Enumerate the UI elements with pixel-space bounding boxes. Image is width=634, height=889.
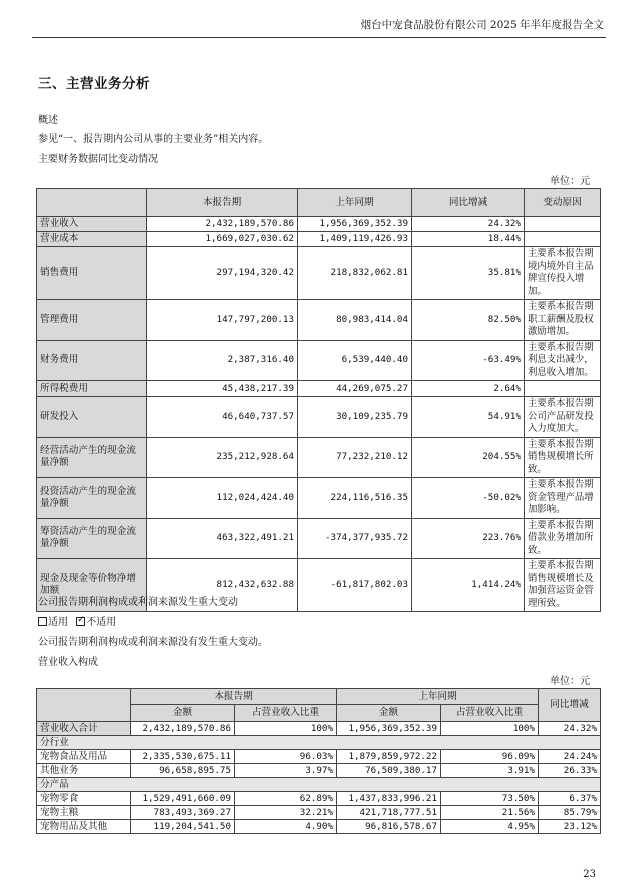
row-prior-value: 218,832,062.81 — [298, 247, 412, 300]
row-item-label: 营业收入合计 — [37, 722, 131, 736]
row-cur-amount: 96,658,895.75 — [131, 764, 235, 778]
table-row — [37, 397, 601, 438]
table-row — [37, 820, 601, 834]
row-prior-value: -374,377,935.72 — [298, 518, 412, 559]
checkbox-not-applicable — [76, 617, 85, 626]
row-change-value: -50.02% — [412, 478, 525, 519]
label-not-applicable: 不适用 — [86, 617, 117, 628]
row-item-label: 宠物零食 — [37, 792, 131, 806]
total-row — [37, 722, 601, 736]
row-prior-ratio: 3.91% — [441, 764, 539, 778]
row-change-reason — [525, 217, 601, 232]
row-item-label: 经营活动产生的现金流量净额 — [37, 437, 147, 478]
row-prior-value: 80,983,414.04 — [298, 300, 412, 341]
applicability-checkboxes — [38, 613, 116, 628]
row-change-value: 24.32% — [412, 217, 525, 232]
change-table-caption: 主要财务数据同比变动情况 — [38, 154, 158, 165]
row-change: 23.12% — [539, 820, 601, 834]
table-row — [37, 381, 601, 397]
row-item-label: 筹资活动产生的现金流量净额 — [37, 518, 147, 559]
row-prior-amount: 1,437,833,996.21 — [337, 792, 441, 806]
rev-header-current: 本报告期 — [131, 689, 337, 705]
row-prior-amount: 1,956,369,352.39 — [337, 722, 441, 736]
row-change: 24.32% — [539, 722, 601, 736]
table-row — [37, 300, 601, 341]
table-row — [37, 247, 601, 300]
row-current-value: 2,387,316.40 — [147, 340, 298, 381]
table-row — [37, 217, 601, 232]
table-row — [37, 340, 601, 381]
profit-change-line: 公司报告期利润构成或利润来源发生重大变动 — [38, 597, 238, 608]
row-change-reason: 主要系本报告期职工薪酬及股权激励增加。 — [525, 300, 601, 341]
row-prior-value: 6,539,440.40 — [298, 340, 412, 381]
row-change-value: 54.91% — [412, 397, 525, 438]
row-cur-amount: 1,529,491,660.09 — [131, 792, 235, 806]
table-row — [37, 478, 601, 519]
row-prior-amount: 1,879,859,972.22 — [337, 750, 441, 764]
row-prior-value: 1,956,369,352.39 — [298, 217, 412, 232]
row-change-reason — [525, 381, 601, 397]
row-cur-amount: 119,204,541.50 — [131, 820, 235, 834]
row-prior-ratio: 100% — [441, 722, 539, 736]
row-cur-ratio: 32.21% — [235, 806, 337, 820]
row-current-value: 235,212,928.64 — [147, 437, 298, 478]
row-cur-ratio: 4.90% — [235, 820, 337, 834]
row-item-label: 宠物食品及用品 — [37, 750, 131, 764]
row-change-reason: 主要系本报告期销售规模增长及加强营运资金管理所致。 — [525, 559, 601, 612]
table-row — [37, 518, 601, 559]
label-applicable: 适用 — [48, 617, 68, 628]
table-row — [37, 750, 601, 764]
row-prior-value: 30,109,235.79 — [298, 397, 412, 438]
row-current-value: 147,797,200.13 — [147, 300, 298, 341]
row-change-reason: 主要系本报告期利息支出减少，利息收入增加。 — [525, 340, 601, 381]
section-industry-label: 分行业 — [37, 736, 601, 750]
row-item-label: 宠物主粮 — [37, 806, 131, 820]
row-change-value: 1,414.24% — [412, 559, 525, 612]
row-change-value: 18.44% — [412, 232, 525, 247]
table-row — [37, 437, 601, 478]
header-rule — [32, 37, 606, 38]
row-cur-ratio: 100% — [235, 722, 337, 736]
row-prior-ratio: 96.09% — [441, 750, 539, 764]
row-cur-ratio: 96.03% — [235, 750, 337, 764]
row-change-reason: 主要系本报告期公司产品研发投入力度加大。 — [525, 397, 601, 438]
row-prior-amount: 421,718,777.51 — [337, 806, 441, 820]
row-change-reason: 主要系本报告期借款业务增加所致。 — [525, 518, 601, 559]
row-change-value: 204.55% — [412, 437, 525, 478]
row-prior-amount: 96,816,578.67 — [337, 820, 441, 834]
page-header-title: 烟台中宠食品股份有限公司 2025 年半年度报告全文 — [360, 19, 604, 31]
col-header-change: 同比增减 — [412, 189, 525, 217]
row-current-value: 297,194,320.42 — [147, 247, 298, 300]
col-header-current: 本报告期 — [147, 189, 298, 217]
row-prior-value: 77,232,210.12 — [298, 437, 412, 478]
row-item-label: 管理费用 — [37, 300, 147, 341]
row-cur-amount: 2,335,530,675.11 — [131, 750, 235, 764]
section-product-label: 分产品 — [37, 778, 601, 792]
row-current-value: 812,432,632.88 — [147, 559, 298, 612]
row-cur-ratio: 3.97% — [235, 764, 337, 778]
row-prior-value: -61,817,802.03 — [298, 559, 412, 612]
row-change-value: 2.64% — [412, 381, 525, 397]
row-cur-ratio: 62.89% — [235, 792, 337, 806]
col-header-prior: 上年同期 — [298, 189, 412, 217]
row-change-value: 82.50% — [412, 300, 525, 341]
revenue-unit-label: 单位：元 — [550, 676, 590, 687]
row-change: 85.79% — [539, 806, 601, 820]
checkbox-applicable — [38, 617, 47, 626]
section-industry — [37, 736, 601, 750]
row-item-label: 销售费用 — [37, 247, 147, 300]
row-change: 24.24% — [539, 750, 601, 764]
row-prior-amount: 76,509,380.17 — [337, 764, 441, 778]
revenue-composition-table — [36, 688, 601, 834]
row-change-reason — [525, 232, 601, 247]
row-prior-value: 44,269,075.27 — [298, 381, 412, 397]
row-change-value: -63.49% — [412, 340, 525, 381]
row-prior-value: 224,116,516.35 — [298, 478, 412, 519]
rev-header-item — [37, 689, 131, 722]
row-change-value: 35.81% — [412, 247, 525, 300]
row-prior-value: 1,409,119,426.93 — [298, 232, 412, 247]
row-item-label: 投资活动产生的现金流量净额 — [37, 478, 147, 519]
row-item-label: 研发投入 — [37, 397, 147, 438]
row-change: 26.33% — [539, 764, 601, 778]
row-change-reason: 主要系本报告期销售规模增长所致。 — [525, 437, 601, 478]
row-change-reason: 主要系本报告期境内境外自主品牌宣传投入增加。 — [525, 247, 601, 300]
row-item-label: 现金及现金等价物净增加额 — [37, 559, 147, 612]
row-current-value: 46,640,737.57 — [147, 397, 298, 438]
row-prior-ratio: 21.56% — [441, 806, 539, 820]
unit-label: 单位：元 — [550, 176, 590, 187]
row-current-value: 1,669,027,030.62 — [147, 232, 298, 247]
table-row — [37, 764, 601, 778]
row-current-value: 112,024,424.40 — [147, 478, 298, 519]
row-item-label: 所得税费用 — [37, 381, 147, 397]
row-change: 6.37% — [539, 792, 601, 806]
table-row — [37, 806, 601, 820]
row-item-label: 其他业务 — [37, 764, 131, 778]
rev-header-change: 同比增减 — [539, 689, 601, 722]
row-current-value: 45,438,217.39 — [147, 381, 298, 397]
row-change-value: 223.76% — [412, 518, 525, 559]
table-row — [37, 792, 601, 806]
financial-change-table — [36, 188, 601, 612]
row-item-label: 财务费用 — [37, 340, 147, 381]
profit-no-change-line: 公司报告期利润构成或利润来源没有发生重大变动。 — [38, 637, 268, 648]
row-change-reason: 主要系本报告期资金管理产品增加影响。 — [525, 478, 601, 519]
row-cur-amount: 783,493,369.27 — [131, 806, 235, 820]
rev-sub-ratio: 占营业收入比重 — [235, 705, 337, 722]
row-current-value: 463,322,491.21 — [147, 518, 298, 559]
row-current-value: 2,432,189,570.86 — [147, 217, 298, 232]
row-cur-amount: 2,432,189,570.86 — [131, 722, 235, 736]
row-item-label: 宠物用品及其他 — [37, 820, 131, 834]
section-product — [37, 778, 601, 792]
section-title: 三、主营业务分析 — [38, 76, 150, 92]
overview-label: 概述 — [38, 115, 58, 126]
rev-header-prior: 上年同期 — [337, 689, 539, 705]
col-header-item — [37, 189, 147, 217]
overview-text: 参见“一、报告期内公司从事的主要业务”相关内容。 — [38, 134, 269, 145]
row-item-label: 营业成本 — [37, 232, 147, 247]
col-header-reason: 变动原因 — [525, 189, 601, 217]
row-prior-ratio: 73.50% — [441, 792, 539, 806]
page-number: 23 — [583, 869, 596, 880]
row-item-label: 营业收入 — [37, 217, 147, 232]
rev-sub-amount: 金额 — [131, 705, 235, 722]
rev-sub-amount: 金额 — [337, 705, 441, 722]
rev-sub-ratio: 占营业收入比重 — [441, 705, 539, 722]
row-prior-ratio: 4.95% — [441, 820, 539, 834]
table-row — [37, 232, 601, 247]
revenue-caption: 营业收入构成 — [38, 657, 98, 668]
